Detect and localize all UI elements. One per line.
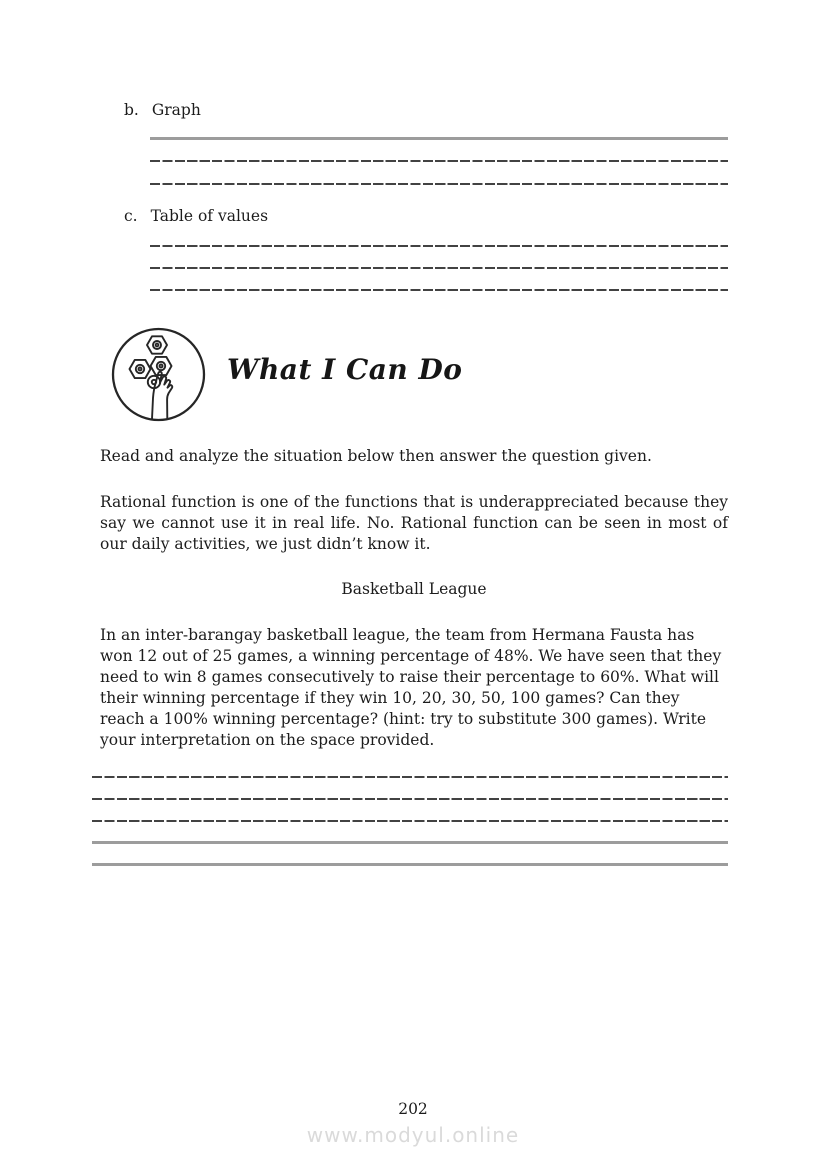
answer-line [150, 137, 728, 140]
answer-line [92, 798, 728, 800]
situation-paragraph: In an inter-barangay basketball league, the team from Hermana Fausta has won 12 out of 25 games, a winning percentage of 48%. We have seen that they need to win 8 games consecutively to raise their percentage to 60%. What will their winning percentage if they win 10, 20, 30, 50, 100 games? Can they reach a 100% winning percentage? (hint: try to substitute 300 games). Write your interpretation on the space provided. [100, 626, 722, 749]
hand-holding-flowers-icon [110, 326, 207, 423]
instruction-text: Read and analyze the situation below then answer the question given. [100, 447, 652, 465]
situation-title: Basketball League [341, 580, 487, 598]
watermark: www.modyul.online [306, 1123, 520, 1147]
section-title: What I Can Do [227, 353, 463, 386]
item-label: Table of values [150, 207, 269, 225]
page-number: 202 [398, 1100, 428, 1118]
answer-line [150, 245, 728, 247]
answer-line [92, 820, 728, 822]
answer-line [150, 289, 728, 291]
intro-paragraph: Rational function is one of the functions that is underappreciated because they say we cannot use it in real life. No. Rational function can be seen in most of our daily activities, we just didn’t know it. [100, 493, 728, 553]
item-marker: c. [124, 207, 138, 225]
answer-line [92, 776, 728, 778]
answer-line [92, 863, 728, 866]
answer-line [150, 267, 728, 269]
question-item-graph [124, 100, 201, 121]
item-marker: b. [124, 101, 139, 119]
answer-line [92, 841, 728, 844]
question-item-table-of-values [124, 206, 268, 227]
answer-line [150, 183, 728, 185]
answer-line [150, 160, 728, 162]
item-label: Graph [151, 101, 201, 119]
